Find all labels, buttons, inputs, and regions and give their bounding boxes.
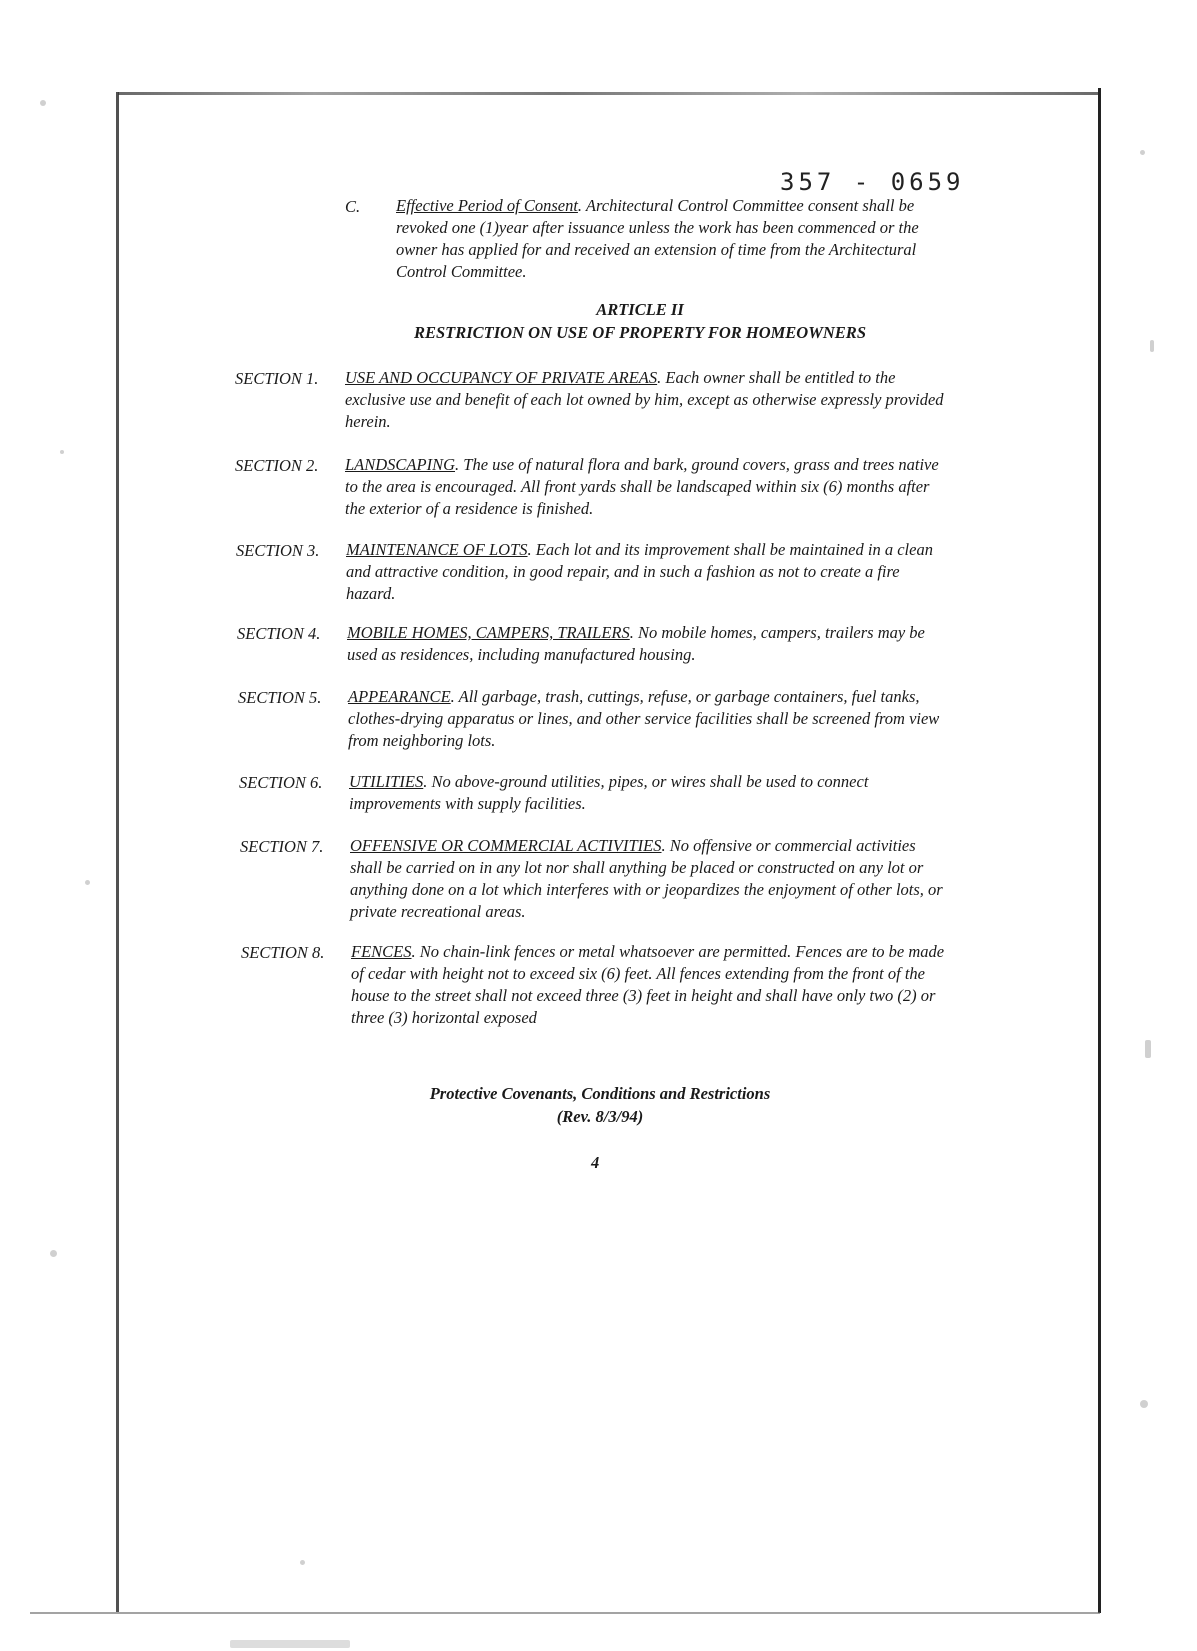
section-body: OFFENSIVE OR COMMERCIAL ACTIVITIES. No offensive or commercial activities shall be carried on in any lot nor shall anything be placed or constructed on any lot or anything done on a lot which interferes with or jeopardizes the enjoyment of other lots, or private recreational areas. xyxy=(350,836,943,921)
section-label: SECTION 3. xyxy=(236,541,320,560)
section-label: SECTION 7. xyxy=(240,837,324,856)
section-text: No chain-link fences or metal whatsoever are permitted. Fences are to be made of cedar with height not to exceed six (6) feet. All fences extending from the front of the house to the street shall not exceed three (3) feet in height and shall have only two (2) or three (3) horizontal exposed xyxy=(351,942,945,1027)
scan-border-right xyxy=(1098,88,1101,1613)
section-text: The use of natural flora and bark, ground covers, grass and trees native to the area is encouraged. All front yards shall be landscaped within six (6) months after the exterior of a residence is finished. xyxy=(345,455,939,518)
section-title: USE AND OCCUPANCY OF PRIVATE AREAS xyxy=(345,368,658,387)
section-body: FENCES. No chain-link fences or metal whatsoever are permitted. Fences are to be made of cedar with height not to exceed six (6) feet. All fences extending from the front of the house to the street shall not exceed three (3) feet in height and shall have only two (2) or three (3) horizontal exposed xyxy=(351,942,945,1027)
section-text: Each lot and its improvement shall be maintained in a clean and attractive condition, in good repair, and in such a fashion as not to create a fire hazard. xyxy=(346,540,933,603)
section-text: All garbage, trash, cuttings, refuse, or garbage containers, fuel tanks, clothes-drying apparatus or lines, and other service facilities shall be screened from view from neighboring lots. xyxy=(348,687,940,750)
footer-title xyxy=(390,1082,810,1128)
scan-border-left xyxy=(116,92,119,1612)
scan-speckle xyxy=(85,880,90,885)
page-number: 4 xyxy=(591,1153,600,1172)
section-title: OFFENSIVE OR COMMERCIAL ACTIVITIES xyxy=(350,836,662,855)
clause-c-text: Architectural Control Committee consent shall be revoked one (1)year after issuance unless the work has been commenced or the owner has applied for and received an extension of time from the Architectural Control Committee. xyxy=(396,196,919,281)
scan-speckle xyxy=(1145,1040,1151,1058)
scan-speckle xyxy=(1150,340,1154,352)
scan-speckle xyxy=(1140,1400,1148,1408)
clause-c-body: Effective Period of Consent. Architectural Control Committee consent shall be revoked one (1)year after issuance unless the work has been commenced or the owner has applied for and received an extension of time from the Architectural Control Committee. xyxy=(396,196,919,281)
scan-speckle xyxy=(1140,150,1145,155)
section-title: MAINTENANCE OF LOTS xyxy=(346,540,528,559)
section-label: SECTION 1. xyxy=(235,369,319,388)
scan-speckle xyxy=(40,100,46,106)
clause-c-letter: C. xyxy=(345,197,361,216)
section-title: MOBILE HOMES, CAMPERS, TRAILERS xyxy=(347,623,630,642)
section-body: MAINTENANCE OF LOTS. Each lot and its improvement shall be maintained in a clean and attractive condition, in good repair, and in such a fashion as not to create a fire hazard. xyxy=(346,540,933,603)
section-body: APPEARANCE. All garbage, trash, cuttings, refuse, or garbage containers, fuel tanks, clothes-drying apparatus or lines, and other service facilities shall be screened from view from neighboring lots. xyxy=(348,687,940,750)
scan-border-top xyxy=(118,92,1098,95)
scan-speckle xyxy=(50,1250,57,1257)
section-label: SECTION 5. xyxy=(238,688,322,707)
section-title: LANDSCAPING xyxy=(345,455,456,474)
section-body: MOBILE HOMES, CAMPERS, TRAILERS. No mobile homes, campers, trailers may be used as residences, including manufactured housing. xyxy=(347,623,925,664)
section-body: USE AND OCCUPANCY OF PRIVATE AREAS. Each owner shall be entitled to the exclusive use and benefit of each lot owned by him, except as otherwise expressly provided herein. xyxy=(345,368,944,431)
section-body: LANDSCAPING. The use of natural flora and bark, ground covers, grass and trees native to the area is encouraged. All front yards shall be landscaped within six (6) months after the exterior of a residence is finished. xyxy=(345,455,939,518)
section-label: SECTION 6. xyxy=(239,773,323,792)
clause-c-title: Effective Period of Consent xyxy=(396,196,578,215)
scan-speckle xyxy=(60,450,64,454)
section-label: SECTION 8. xyxy=(241,943,325,962)
scan-speckle xyxy=(300,1560,305,1565)
scan-border-bottom xyxy=(30,1612,1100,1614)
section-label: SECTION 2. xyxy=(235,456,319,475)
section-text: No above-ground utilities, pipes, or wires shall be used to connect improvements with supply facilities. xyxy=(349,772,869,813)
article-number: ARTICLE II xyxy=(596,300,684,319)
footer-document-title: Protective Covenants, Conditions and Restrictions xyxy=(429,1084,771,1103)
scan-speckle xyxy=(230,1640,350,1648)
section-title: UTILITIES xyxy=(349,772,424,791)
section-text: No offensive or commercial activities shall be carried on in any lot nor shall anything be placed or constructed on any lot or anything done on a lot which interferes with or jeopardizes the enjoyment of other lots, or private recreational areas. xyxy=(350,836,943,921)
footer-revision: (Rev. 8/3/94) xyxy=(556,1107,644,1126)
section-body: UTILITIES. No above-ground utilities, pipes, or wires shall be used to connect improvements with supply facilities. xyxy=(349,772,869,813)
document-number: 357 - 0659 xyxy=(780,168,965,196)
section-title: FENCES xyxy=(351,942,412,961)
article-heading xyxy=(290,298,990,344)
article-title: RESTRICTION ON USE OF PROPERTY FOR HOMEOWNERS xyxy=(413,323,866,342)
section-label: SECTION 4. xyxy=(237,624,321,643)
section-text: Each owner shall be entitled to the exclusive use and benefit of each lot owned by him, except as otherwise expressly provided herein. xyxy=(345,368,944,431)
section-title: APPEARANCE xyxy=(348,687,451,706)
section-text: No mobile homes, campers, trailers may be used as residences, including manufactured housing. xyxy=(347,623,925,664)
